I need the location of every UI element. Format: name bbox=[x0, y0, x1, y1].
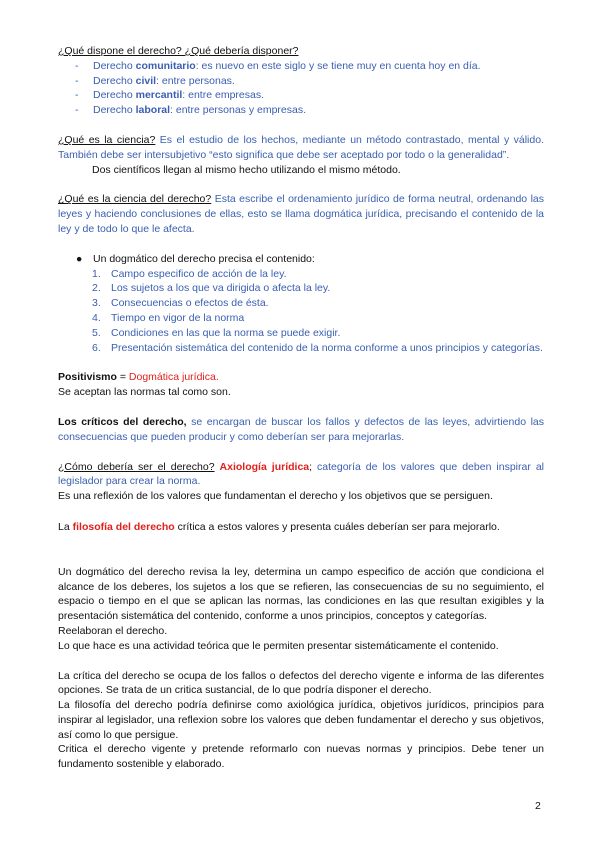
dogmatico-summary-paragraph: Un dogmático del derecho revisa la ley, determina un campo especifico de acción que condiciona el alcance de los deberes, los sujetos a los que se refieren, las consecuencias de su no seguimiento, el espacio o tiempo en el que se aplican las normas, las condiciones en las que resultan exigibles y la presentación sistemática del contenido, conforme a unos principios, conceptos y categorías. bbox=[58, 565, 544, 623]
list-item: 4. Tiempo en vigor de la norma bbox=[92, 311, 245, 324]
list-item: - Derecho comunitario: es nuevo en este siglo y se tiene muy en cuenta hoy en día. bbox=[75, 59, 481, 72]
list-item: 1. Campo especifico de acción de la ley. bbox=[92, 267, 287, 280]
ciencia-line2: Dos científicos llegan al mismo hecho utilizando el mismo método. bbox=[92, 163, 401, 176]
dogmatico-summary-line3: Lo que hace es una actividad teórica que le permiten presentar sistemáticamente el contenido. bbox=[58, 639, 499, 652]
dogmatico-numbered-list bbox=[58, 267, 544, 356]
positivismo-line2: Se aceptan las normas tal como son. bbox=[58, 386, 231, 399]
bullet-icon: ● bbox=[76, 252, 83, 265]
dogmatico-summary-line2: Reelaboran el derecho. bbox=[58, 624, 168, 637]
document-page bbox=[58, 44, 544, 772]
ciencia-derecho-title: ¿Qué es la ciencia del derecho? bbox=[58, 193, 212, 206]
criticos-paragraph: Los críticos del derecho, se encargan de buscar los fallos y defectos de las leyes, advirtiendo las consecuencias que pueden producir y como deberían ser para mejorarlas. bbox=[58, 415, 545, 443]
list-item: 2. Los sujetos a los que va dirigida o afecta la ley. bbox=[92, 282, 331, 295]
ciencia-derecho-paragraph: ¿Qué es la ciencia del derecho? Esta escribe el ordenamiento jurídico de forma neutral, ordenando las leyes y haciendo conclusiones de ellas, esto se llama dogmática jurídica, precisando el contenido de la ley y de todo lo que le afecta. bbox=[58, 193, 544, 235]
como-deberia-title: ¿Cómo debería ser el derecho? bbox=[58, 460, 215, 473]
derecho-types-list bbox=[58, 59, 544, 118]
positivismo-line: Positivismo = Dogmática jurídica. bbox=[58, 371, 219, 384]
filosofia-summary-paragraph: La filosofía del derecho podría definirse como axiológica jurídica, objetivos jurídicos, principios para inspirar al legislador, una reflexion sobre los valores que deben fundamentar el derecho y sus objetivos, así como lo que persigue. bbox=[58, 699, 544, 741]
ciencia-title: ¿Qué es la ciencia? bbox=[58, 133, 156, 146]
critica-summary-line3: Critica el derecho vigente y pretende reformarlo con nuevas normas y principios. Debe tener un fundamento sostenible y elaborado. bbox=[58, 743, 544, 771]
critica-summary-paragraph: La crítica del derecho se ocupa de los fallos o defectos del derecho vigente e informa de las diferentes opciones. Se trata de un critica sustancial, de lo que podría disponer el derecho. bbox=[58, 669, 544, 697]
como-deberia-paragraph: ¿Cómo debería ser el derecho? Axiología jurídica; categoría de los valores que deben inspirar al legislador para crear la norma. bbox=[58, 460, 544, 488]
list-item: - Derecho laboral: entre personas y empresas. bbox=[75, 104, 307, 117]
ciencia-paragraph: ¿Qué es la ciencia? Es el estudio de los hechos, mediante un método contrastado, mental y válido. También debe ser intersubjetivo “esto significa que debe ser aceptado por todo o la generalidad”. bbox=[58, 133, 544, 161]
list-item: 6. Presentación sistemática del contenido de la norma conforme a unos principios y categorías. bbox=[92, 341, 543, 354]
dogmatico-bullet: ● Un dogmático del derecho precisa el contenido: bbox=[76, 252, 315, 265]
question-dispone-title: ¿Qué dispone el derecho? ¿Qué debería disponer? bbox=[58, 45, 299, 57]
list-item: - Derecho mercantil: entre empresas. bbox=[75, 89, 264, 102]
list-item: 3. Consecuencias o efectos de ésta. bbox=[92, 297, 269, 310]
list-item: - Derecho civil: entre personas. bbox=[75, 74, 235, 87]
como-deberia-line2: Es una reflexión de los valores que fundamentan el derecho y los objetivos que se persiguen. bbox=[58, 490, 493, 503]
page-number: 2 bbox=[535, 800, 541, 812]
list-item: 5. Condiciones en las que la norma se puede exigir. bbox=[92, 326, 341, 339]
filosofia-line: La filosofía del derecho crítica a estos valores y presenta cuáles deberían ser para mejorarlo. bbox=[58, 520, 500, 533]
